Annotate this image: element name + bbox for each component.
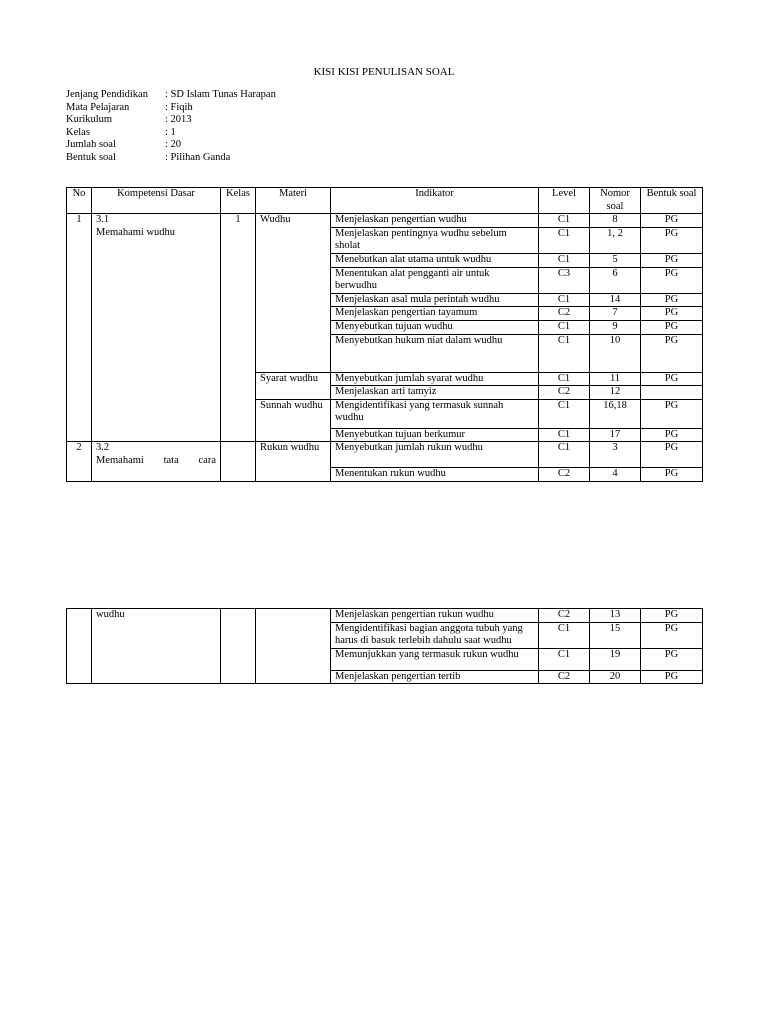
kd-text: Memahami wudhu (96, 226, 176, 238)
level-cell: C1 (539, 622, 590, 648)
materi-cell: Wudhu (256, 214, 331, 372)
level-cell: C1 (539, 227, 590, 253)
meta-value: : SD Islam Tunas Harapan (165, 89, 276, 100)
bentuk-cell: PG (641, 670, 703, 684)
group-number: 2 (67, 442, 92, 482)
bentuk-cell: PG (641, 320, 703, 334)
meta-row (66, 152, 276, 165)
kd-word: Memahami (96, 454, 144, 466)
kd-code: 3.1 (96, 214, 110, 226)
nomor-cell: 19 (590, 648, 641, 670)
indikator-cell: Menjelaskan pengertian wudhu (331, 214, 539, 228)
meta-value: : 20 (165, 139, 182, 151)
nomor-cell: 13 (590, 609, 641, 623)
bentuk-cell: PG (641, 372, 703, 386)
nomor-cell: 17 (590, 428, 641, 442)
materi-cell (256, 609, 331, 684)
kompetensi-dasar-cell: wudhu (92, 609, 221, 684)
nomor-cell: 15 (590, 622, 641, 648)
nomor-cell: 5 (590, 253, 641, 267)
level-cell: C1 (539, 372, 590, 386)
header-nomor-soal: Nomor soal (590, 188, 641, 214)
bentuk-cell: PG (641, 648, 703, 670)
indikator-cell: Menjelaskan pengertian rukun wudhu (331, 609, 539, 623)
nomor-cell: 10 (590, 334, 641, 372)
nomor-cell: 3 (590, 442, 641, 468)
level-cell: C2 (539, 307, 590, 321)
nomor-cell: 1, 2 (590, 227, 641, 253)
table-row (67, 442, 703, 468)
bentuk-cell: PG (641, 214, 703, 228)
level-cell: C2 (539, 670, 590, 684)
nomor-cell: 4 (590, 468, 641, 482)
bentuk-cell: PG (641, 293, 703, 307)
level-cell: C1 (539, 293, 590, 307)
indikator-cell: Menjelaskan pentingnya wudhu sebelum sholat (331, 227, 539, 253)
bentuk-cell: PG (641, 399, 703, 428)
kd-code: 3.2 (96, 442, 110, 454)
meta-row (66, 102, 276, 115)
bentuk-cell: PG (641, 442, 703, 468)
bentuk-cell: PG (641, 267, 703, 293)
nomor-cell: 8 (590, 214, 641, 228)
meta-label: Jenjang Pendidikan (66, 89, 148, 100)
bentuk-cell: PG (641, 334, 703, 372)
meta-value: : Pilihan Ganda (165, 151, 231, 163)
indikator-cell: Menyebutkan hukum niat dalam wudhu (331, 334, 539, 372)
bentuk-cell: PG (641, 609, 703, 623)
document-title: KISI KISI PENULISAN SOAL (313, 66, 455, 78)
kisi-kisi-table (66, 187, 703, 482)
nomor-cell: 9 (590, 320, 641, 334)
meta-label: Bentuk soal (66, 151, 116, 163)
indikator-cell: Menyebutkan tujuan wudhu (331, 320, 539, 334)
meta-label: Jumlah soal (66, 139, 116, 151)
nomor-cell: 14 (590, 293, 641, 307)
meta-label: Mata Pelajaran (66, 101, 130, 113)
level-cell: C1 (539, 428, 590, 442)
bentuk-cell: PG (641, 428, 703, 442)
bentuk-cell: PG (641, 468, 703, 482)
meta-row (66, 139, 276, 152)
table-row (67, 609, 703, 623)
meta-value: : 2013 (165, 114, 192, 126)
kelas-cell: 1 (221, 214, 256, 442)
level-cell: C1 (539, 399, 590, 428)
level-cell: C1 (539, 334, 590, 372)
bentuk-cell: PG (641, 622, 703, 648)
meta-value: : 1 (165, 126, 176, 138)
bentuk-cell: PG (641, 307, 703, 321)
indikator-cell: Menjelaskan arti tamyiz (331, 386, 539, 400)
nomor-cell: 20 (590, 670, 641, 684)
bentuk-cell: PG (641, 227, 703, 253)
level-cell: C1 (539, 648, 590, 670)
kd-text (96, 455, 216, 468)
level-cell: C1 (539, 320, 590, 334)
indikator-cell: Menyebutkan jumlah rukun wudhu (331, 442, 539, 468)
identity-block (66, 89, 276, 165)
table-header-row (67, 188, 703, 214)
group-number (67, 609, 92, 684)
indikator-cell: Menyebutkan jumlah syarat wudhu (331, 372, 539, 386)
level-cell: C2 (539, 468, 590, 482)
table-row (67, 214, 703, 228)
level-cell: C1 (539, 214, 590, 228)
indikator-cell: Menjelaskan asal mula perintah wudhu (331, 293, 539, 307)
level-cell: C1 (539, 442, 590, 468)
level-cell: C2 (539, 386, 590, 400)
kd-word: tata (163, 454, 179, 466)
meta-row (66, 127, 276, 140)
meta-value: : Fiqih (165, 101, 193, 113)
header-kompetensi-dasar: Kompetensi Dasar (92, 188, 221, 214)
meta-label: Kelas (66, 126, 90, 138)
indikator-cell: Mengidentifikasi yang termasuk sunnah wudhu (331, 399, 539, 428)
materi-cell: Rukun wudhu (256, 442, 331, 482)
header-indikator: Indikator (331, 188, 539, 214)
nomor-cell: 6 (590, 267, 641, 293)
indikator-cell: Menebutkan alat utama untuk wudhu (331, 253, 539, 267)
materi-cell: Syarat wudhu (256, 372, 331, 399)
indikator-cell: Menjelaskan pengertian tertib (331, 670, 539, 684)
indikator-cell: Menjelaskan pengertian tayamum (331, 307, 539, 321)
meta-row (66, 114, 276, 127)
level-cell: C3 (539, 267, 590, 293)
header-no: No (67, 188, 92, 214)
bentuk-cell (641, 386, 703, 400)
indikator-cell: Menentukan rukun wudhu (331, 468, 539, 482)
kisi-kisi-table-continued (66, 608, 703, 684)
group-number: 1 (67, 214, 92, 442)
level-cell: C2 (539, 609, 590, 623)
bentuk-cell: PG (641, 253, 703, 267)
kd-word: cara (198, 454, 216, 466)
indikator-cell: Menentukan alat pengganti air untuk berwudhu (331, 267, 539, 293)
header-kelas: Kelas (221, 188, 256, 214)
header-materi: Materi (256, 188, 331, 214)
kelas-cell (221, 442, 256, 482)
nomor-cell: 7 (590, 307, 641, 321)
indikator-cell: Mengidentifikasi bagian anggota tubuh yang harus di basuk terlebih dahulu saat wudhu (331, 622, 539, 648)
header-level: Level (539, 188, 590, 214)
kompetensi-dasar-cell (92, 442, 221, 482)
meta-label: Kurikulum (66, 114, 113, 126)
indikator-cell: Menyebutkan tujuan berkumur (331, 428, 539, 442)
kompetensi-dasar-cell (92, 214, 221, 442)
nomor-cell: 11 (590, 372, 641, 386)
nomor-cell: 16,18 (590, 399, 641, 428)
nomor-cell: 12 (590, 386, 641, 400)
materi-cell: Sunnah wudhu (256, 399, 331, 442)
kelas-cell (221, 609, 256, 684)
indikator-cell: Memunjukkan yang termasuk rukun wudhu (331, 648, 539, 670)
level-cell: C1 (539, 253, 590, 267)
meta-row (66, 89, 276, 102)
header-bentuk-soal: Bentuk soal (641, 188, 703, 214)
